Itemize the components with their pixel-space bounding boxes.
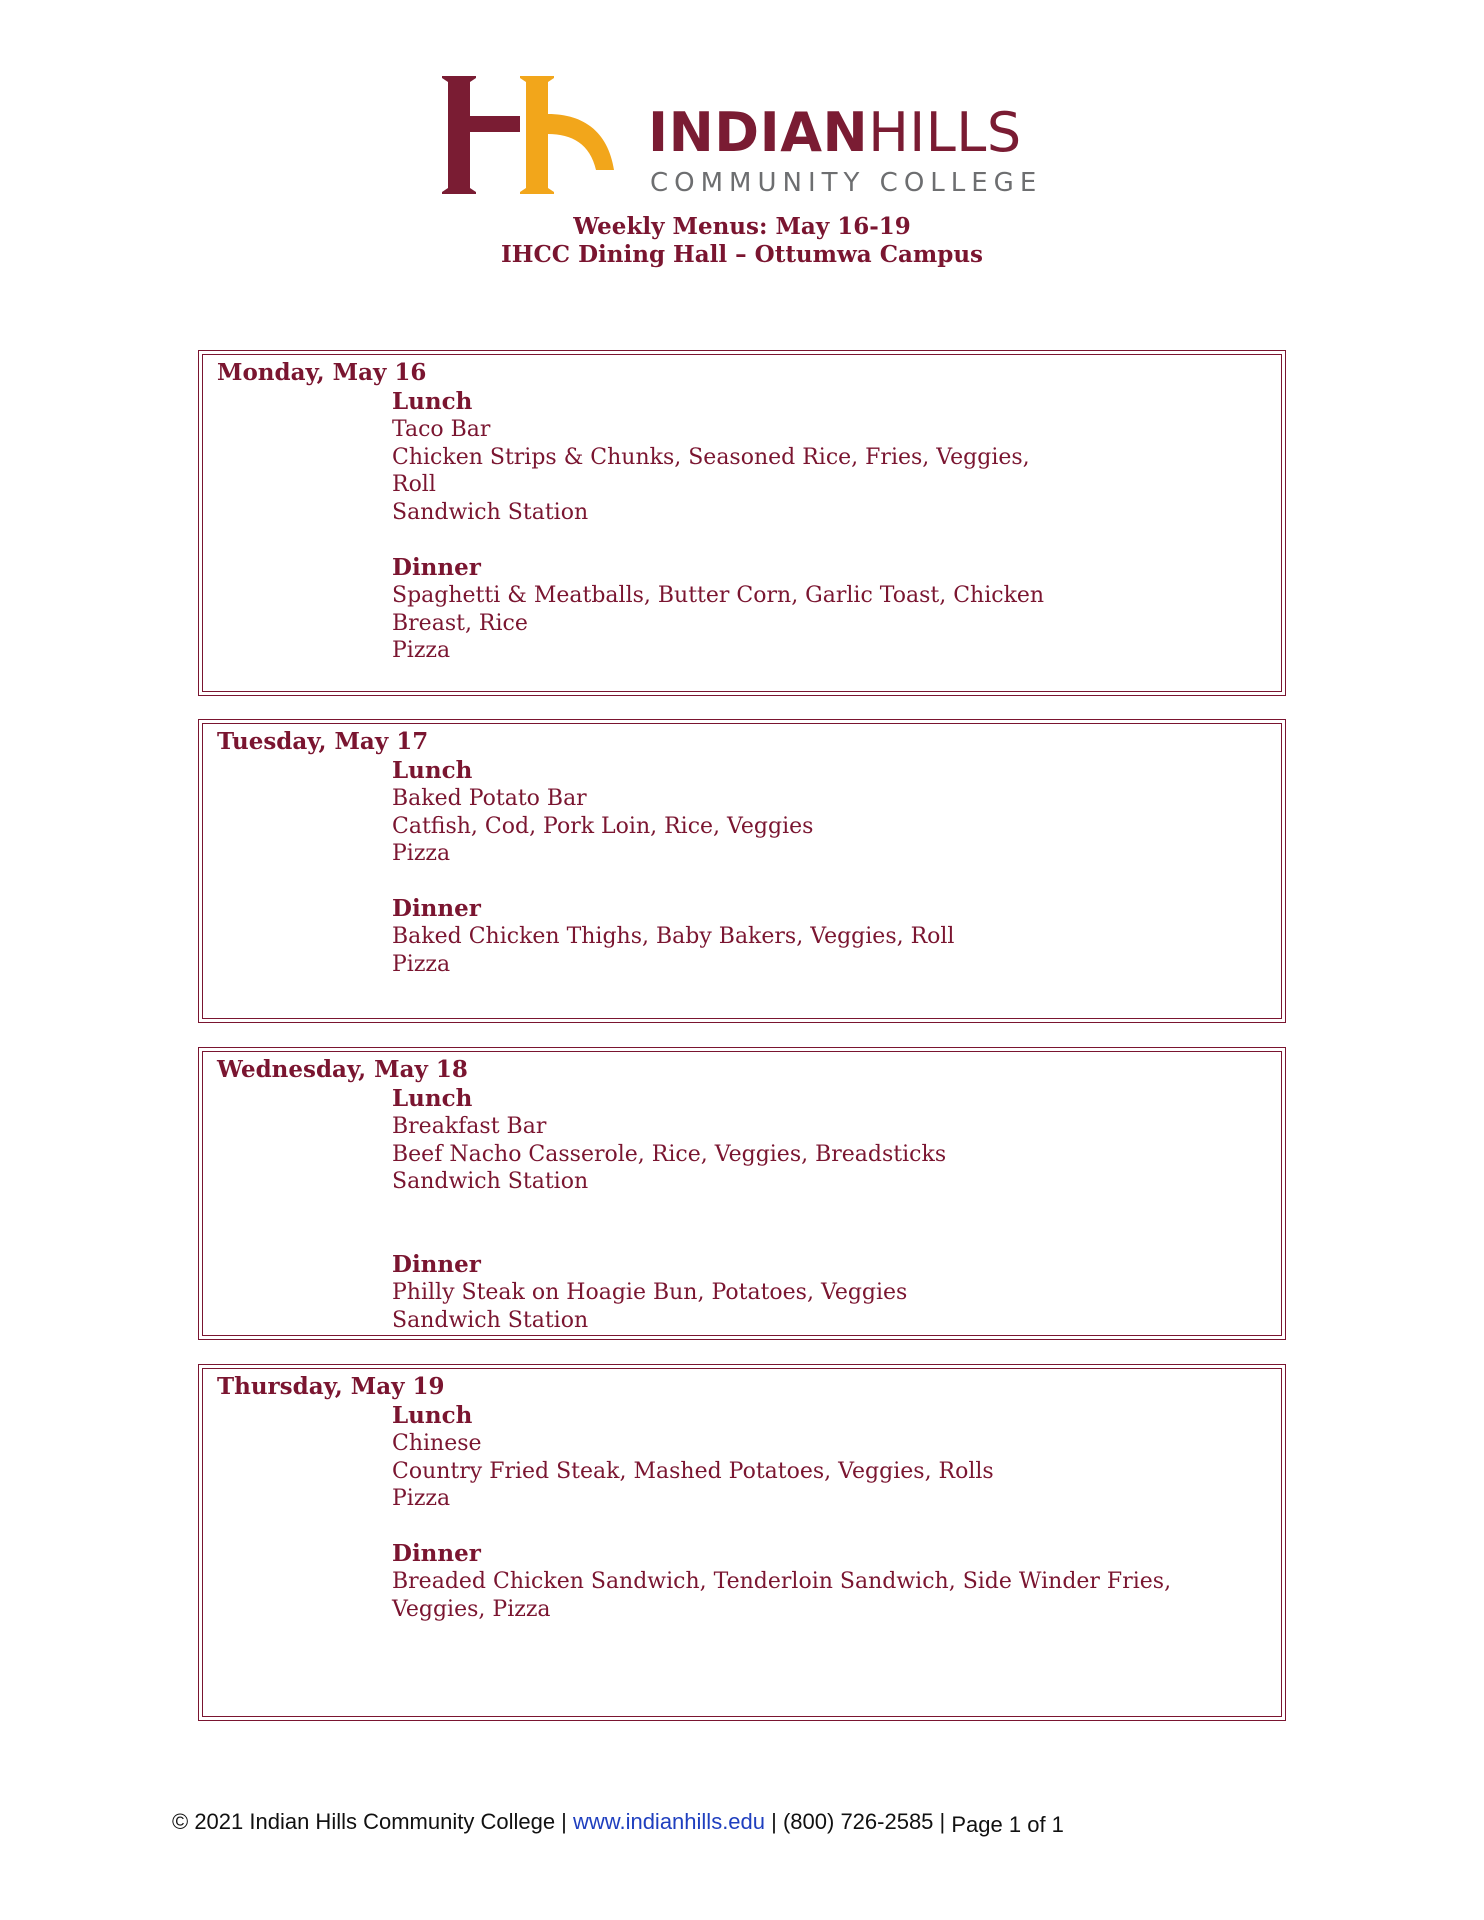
- phone-number: (800) 726-2585: [782, 1809, 934, 1834]
- lunch-section: [392, 1402, 1192, 1513]
- dinner-section: [392, 1251, 1192, 1334]
- menu-item: Veggies, Pizza: [392, 1596, 551, 1622]
- dinner-heading: Dinner: [392, 1251, 481, 1278]
- menu-item: Chinese: [392, 1431, 482, 1456]
- dinner-section: [392, 895, 1192, 978]
- logo-word-bold: INDIAN: [648, 101, 869, 164]
- day-box-wednesday: [202, 1051, 1282, 1336]
- lunch-heading: Lunch: [392, 1085, 473, 1112]
- page-footer: [172, 1808, 1064, 1836]
- footer-separator: |: [933, 1809, 952, 1834]
- menu-item: Spaghetti & Meatballs, Butter Corn, Garlic Toast, Chicken: [392, 583, 1045, 608]
- dinner-heading: Dinner: [392, 895, 481, 922]
- menu-item: Pizza: [392, 841, 451, 867]
- lunch-section: [392, 1085, 1192, 1196]
- page-number: Page 1 of 1: [951, 1812, 1064, 1837]
- ih-logo-mark-icon: [436, 74, 616, 196]
- day-title: Tuesday, May 17: [217, 728, 429, 755]
- day-title: Thursday, May 19: [217, 1373, 445, 1400]
- footer-separator: |: [555, 1809, 574, 1834]
- day-title: Wednesday, May 18: [217, 1056, 468, 1083]
- menu-item: Baked Chicken Thighs, Baby Bakers, Veggies, Roll: [392, 924, 955, 949]
- college-logo: [436, 72, 1056, 202]
- page-title: Weekly Menus: May 16-19: [573, 213, 911, 240]
- menu-item: Chicken Strips & Chunks, Seasoned Rice, Fries, Veggies,: [392, 444, 1030, 470]
- menu-item: Baked Potato Bar: [392, 786, 587, 811]
- menu-item: Sandwich Station: [392, 1169, 589, 1195]
- menu-item: Country Fried Steak, Mashed Potatoes, Veggies, Rolls: [392, 1458, 994, 1484]
- lunch-section: [392, 757, 1192, 868]
- lunch-heading: Lunch: [392, 1402, 473, 1429]
- website-link[interactable]: www.indianhills.edu: [573, 1809, 766, 1834]
- copyright-text: © 2021 Indian Hills Community College: [172, 1809, 556, 1834]
- dinner-section: [392, 554, 1192, 665]
- menu-item: Philly Steak on Hoagie Bun, Potatoes, Veggies: [392, 1280, 908, 1305]
- logo-word-light: HILLS: [868, 101, 1022, 164]
- day-box-thursday: [202, 1368, 1282, 1717]
- menu-item: Catfish, Cod, Pork Loin, Rice, Veggies: [392, 813, 814, 839]
- menu-item: Breaded Chicken Sandwich, Tenderloin Sandwich, Side Winder Fries,: [392, 1569, 1172, 1594]
- dinner-section: [392, 1540, 1192, 1623]
- menu-item: Breakfast Bar: [392, 1114, 547, 1139]
- day-box-tuesday: [202, 723, 1282, 1019]
- menu-item: Roll: [392, 472, 436, 498]
- logo-subtitle: COMMUNITY COLLEGE: [650, 168, 1043, 198]
- lunch-heading: Lunch: [392, 757, 473, 784]
- lunch-heading: Lunch: [392, 388, 473, 415]
- day-box-monday: [202, 354, 1282, 692]
- dinner-heading: Dinner: [392, 554, 481, 581]
- dinner-heading: Dinner: [392, 1540, 481, 1567]
- logo-wordmark: [648, 101, 1022, 164]
- day-title: Monday, May 16: [217, 359, 427, 386]
- menu-item: Pizza: [392, 951, 451, 977]
- footer-separator: |: [765, 1809, 783, 1834]
- menu-item: Sandwich Station: [392, 1307, 589, 1333]
- menu-item: Breast, Rice: [392, 610, 528, 636]
- menu-item: Sandwich Station: [392, 500, 589, 526]
- page-subtitle: IHCC Dining Hall – Ottumwa Campus: [500, 241, 984, 268]
- menu-item: Pizza: [392, 1486, 451, 1512]
- menu-item: Taco Bar: [392, 417, 491, 442]
- menu-item: Beef Nacho Casserole, Rice, Veggies, Breadsticks: [392, 1141, 947, 1167]
- menu-item: Pizza: [392, 638, 451, 664]
- lunch-section: [392, 388, 1192, 527]
